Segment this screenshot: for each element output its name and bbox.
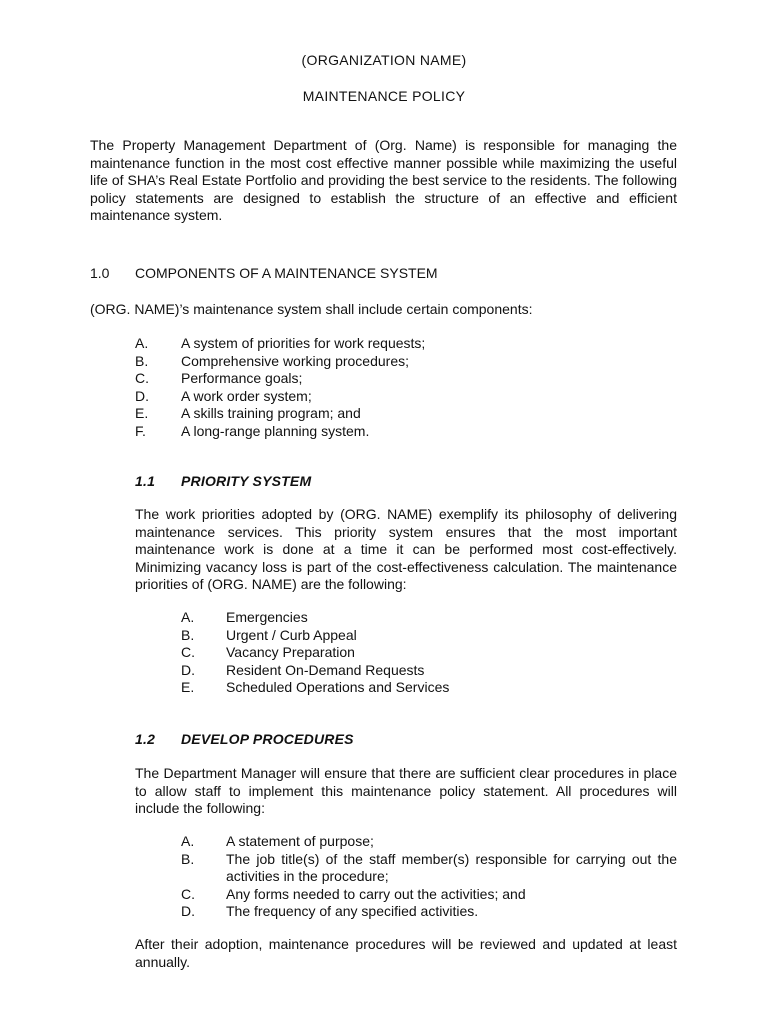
components-list — [135, 335, 535, 440]
section-1-2-body: The Department Manager will ensure that there are sufficient clear procedures in place to allow staff to implement this maintenance policy statement. All procedures will include the following: — [135, 765, 677, 816]
list-item: D. Resident On-Demand Requests — [181, 661, 425, 678]
list-item: C. Any forms needed to carry out the activities; and — [181, 885, 526, 902]
priorities-list — [181, 609, 581, 697]
list-item: A. A system of priorities for work requests; — [135, 335, 426, 351]
list-item: F. A long-range planning system. — [135, 422, 370, 439]
list-item: A. Emergencies — [181, 609, 308, 625]
organization-title: (ORGANIZATION NAME) — [301, 52, 467, 68]
intro-paragraph: The Property Management Department of (Org. Name) is responsible for managing the maintenance function in the most cost effective manner possible while maximizing the useful life of SHA’s Real Estate Portfolio and providing the best service to the residents. The following policy statements are designed to establish the structure of an effective and efficient maintenance system. — [90, 137, 677, 223]
list-item: B. The job title(s) of the staff member(s) responsible for carrying out the activities in the procedure; — [181, 850, 677, 884]
section-1-title: COMPONENTS OF A MAINTENANCE SYSTEM — [135, 265, 438, 281]
list-item: A. A statement of purpose; — [181, 833, 374, 849]
section-1-2-title: DEVELOP PROCEDURES — [181, 731, 354, 747]
list-item: C. Performance goals; — [135, 370, 303, 386]
section-1-1-title: PRIORITY SYSTEM — [181, 473, 312, 489]
list-item: C. Vacancy Preparation — [181, 644, 355, 660]
list-item: D. The frequency of any specified activities. — [181, 903, 479, 919]
list-item: E. A skills training program; and — [135, 405, 361, 421]
section-1-2-closing: After their adoption, maintenance procedures will be reviewed and updated at least annually. — [135, 936, 677, 970]
list-item: B. Comprehensive working procedures; — [135, 352, 409, 369]
list-item: D. A work order system; — [135, 387, 312, 404]
section-1-1-body: The work priorities adopted by (ORG. NAME) exemplify its philosophy of delivering maintenance services. This priority system ensures that the most important maintenance work is done at a time it can be performed most cost-effectively. Minimizing vacancy loss is part of the cost-effectiveness calculation. The maintenance priorities of (ORG. NAME) are the following: — [135, 506, 677, 592]
section-1-2-number: 1.2 — [135, 731, 156, 747]
policy-title: MAINTENANCE POLICY — [302, 88, 466, 104]
section-1-1-number: 1.1 — [135, 473, 156, 489]
procedures-list — [181, 833, 677, 921]
list-item: B. Urgent / Curb Appeal — [181, 626, 357, 643]
section-1-number: 1.0 — [90, 265, 110, 281]
section-1-lead: (ORG. NAME)’s maintenance system shall include certain components: — [90, 301, 533, 317]
list-item: E. Scheduled Operations and Services — [181, 679, 450, 695]
